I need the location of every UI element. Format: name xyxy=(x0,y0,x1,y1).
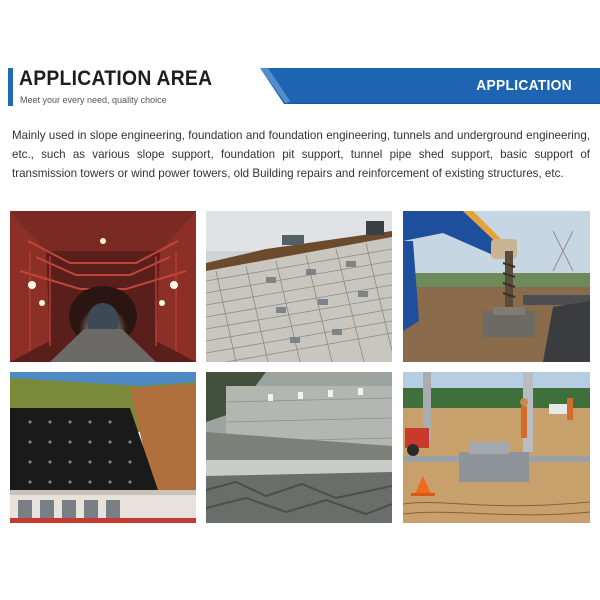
application-ribbon xyxy=(260,68,600,104)
ribbon-label: APPLICATION xyxy=(476,77,572,94)
photo-rock-slope-reinforcement xyxy=(206,372,392,523)
photo-foundation-drilling-site xyxy=(403,372,590,523)
photo-black-slope-protection xyxy=(10,372,196,523)
photo-slope-mesh-anchors xyxy=(206,211,392,362)
intro-paragraph: Mainly used in slope engineering, foundation and foundation engineering, tunnels and underground engineering, etc., such as various slope support, foundation pit support, tunnel pipe shed support, basic support of transmission towers or wind power towers, old Building repairs and reinforcement of existing structures, etc. xyxy=(12,129,590,180)
section-header xyxy=(0,0,600,120)
section-subtitle: Meet your every need, quality choice xyxy=(20,95,167,105)
title-accent-bar xyxy=(8,68,13,106)
section-title: APPLICATION AREA xyxy=(19,67,213,90)
photo-tunnel-construction xyxy=(10,211,196,362)
photo-worker-installing-anchor xyxy=(403,211,590,362)
